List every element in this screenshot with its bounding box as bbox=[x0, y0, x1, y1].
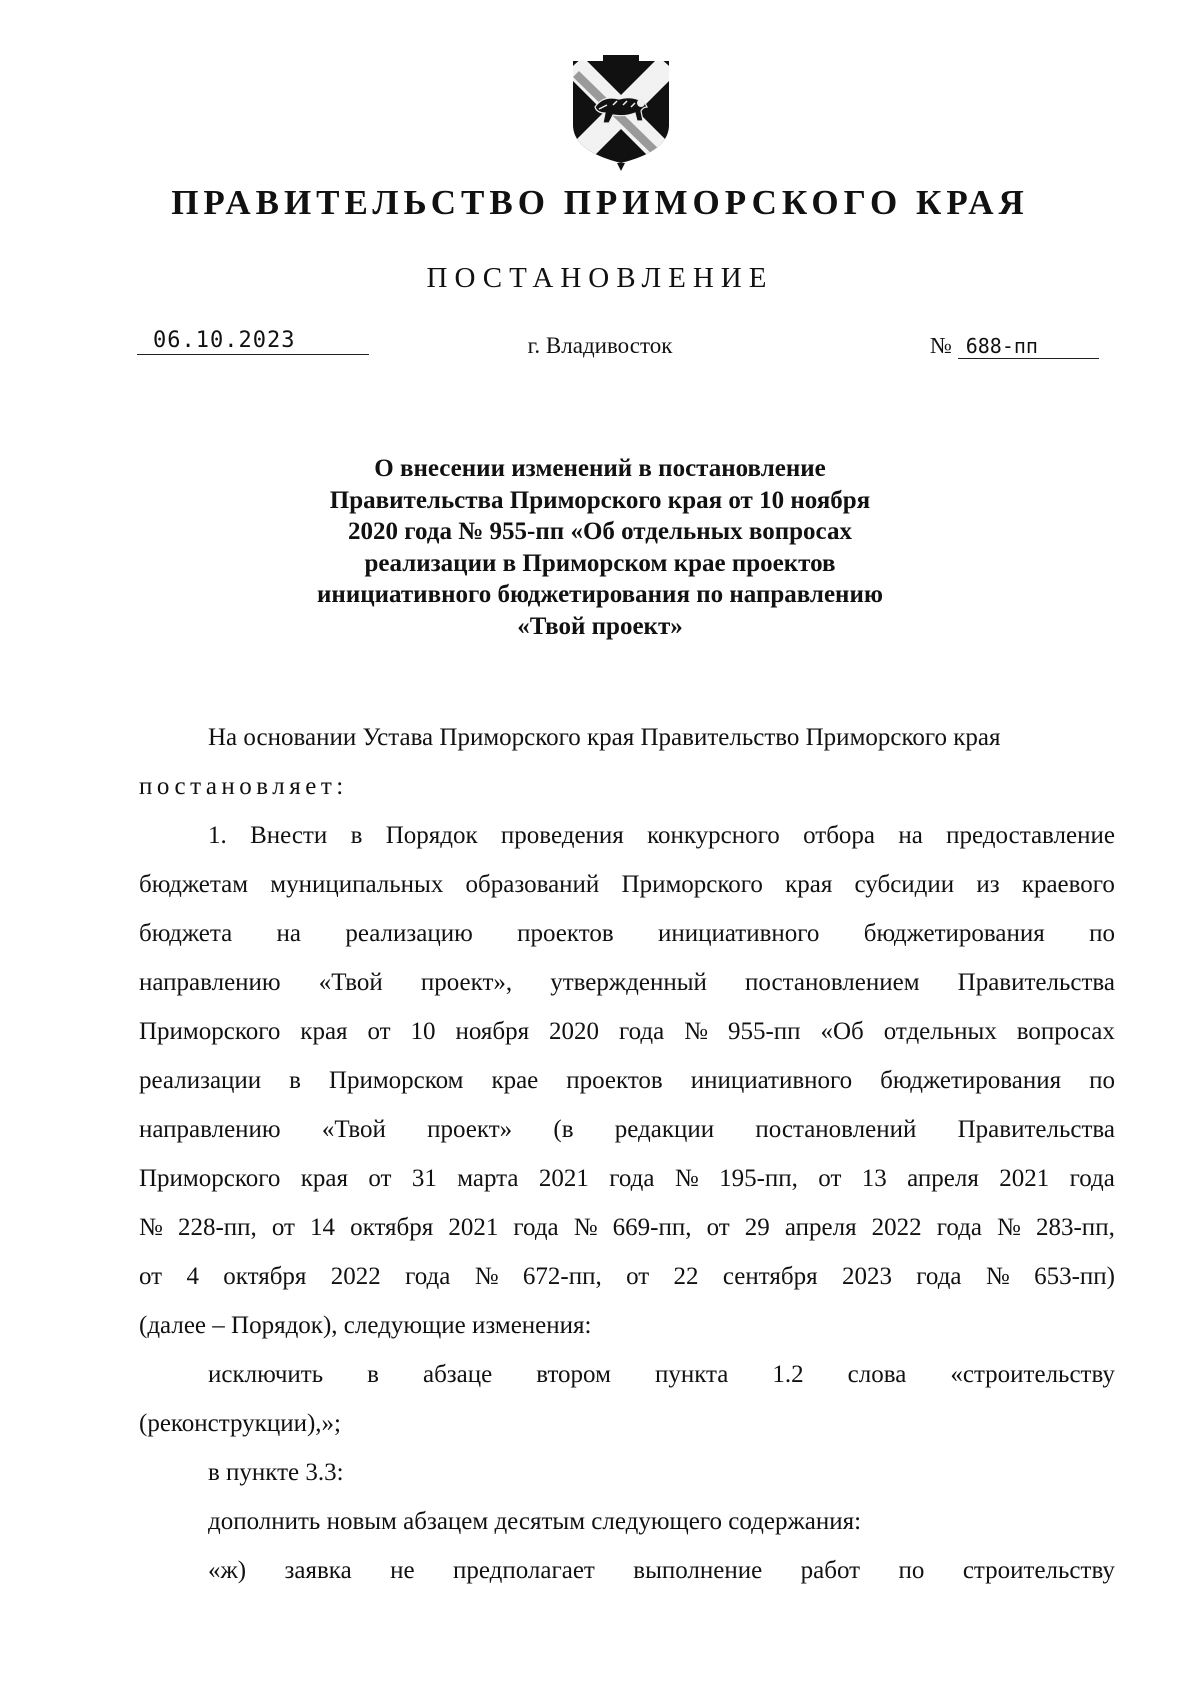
word: строительству bbox=[962, 1557, 1115, 1584]
word: 653-пп) bbox=[1034, 1263, 1115, 1290]
word: ноября bbox=[455, 1018, 530, 1045]
body-line bbox=[139, 1154, 1115, 1203]
body-line: дополнить новым абзацем десятым следующего содержания: bbox=[208, 1508, 862, 1535]
word: не bbox=[390, 1557, 415, 1584]
word: проектов bbox=[566, 1067, 663, 1094]
word: № bbox=[139, 1214, 163, 1241]
word: бюджета bbox=[139, 920, 233, 947]
body-line bbox=[139, 958, 1115, 1007]
document-subject-title bbox=[150, 453, 1050, 642]
word: конкурсного bbox=[647, 822, 780, 849]
word: № bbox=[573, 1214, 598, 1241]
word: Приморского bbox=[621, 871, 763, 898]
word: года bbox=[609, 1165, 655, 1192]
word: постановлений bbox=[755, 1116, 917, 1143]
word: Порядок bbox=[385, 822, 478, 849]
word: апреля bbox=[907, 1165, 979, 1192]
word: 228-пп, bbox=[177, 1214, 257, 1241]
word: от bbox=[818, 1165, 842, 1192]
document-body bbox=[139, 713, 1115, 1595]
word: «строительству bbox=[950, 1361, 1115, 1388]
title-line: Правительства Приморского края от 10 ноября bbox=[329, 486, 871, 514]
word: в bbox=[289, 1067, 301, 1094]
word: по bbox=[898, 1557, 925, 1584]
word: 2022 bbox=[871, 1214, 922, 1241]
word: 2020 bbox=[549, 1018, 600, 1045]
body-line bbox=[139, 811, 1115, 860]
word: 13 bbox=[861, 1165, 887, 1192]
word: на bbox=[898, 822, 923, 849]
body-line bbox=[139, 860, 1115, 909]
word: реализации bbox=[139, 1067, 262, 1094]
word: года bbox=[1069, 1165, 1115, 1192]
word: от bbox=[139, 1263, 163, 1290]
word: субсидии bbox=[854, 871, 955, 898]
word: Приморском bbox=[328, 1067, 464, 1094]
word: реализацию bbox=[345, 920, 473, 947]
word: утвержденный bbox=[550, 969, 707, 996]
body-line bbox=[139, 1007, 1115, 1056]
word: «Об bbox=[820, 1018, 864, 1045]
word: 1.2 bbox=[772, 1361, 804, 1388]
word: года bbox=[618, 1018, 665, 1045]
word: инициативного bbox=[690, 1067, 853, 1094]
word: 2022 bbox=[330, 1263, 381, 1290]
word: (в bbox=[553, 1116, 574, 1143]
word: апреля bbox=[784, 1214, 857, 1241]
word: предоставление bbox=[946, 822, 1115, 849]
body-line bbox=[139, 1252, 1115, 1301]
word: года bbox=[405, 1263, 451, 1290]
word: по bbox=[1089, 920, 1115, 947]
word: выполнение bbox=[633, 1557, 763, 1584]
word: на bbox=[276, 920, 302, 947]
word: образований bbox=[465, 871, 600, 898]
title-line: «Твой проект» bbox=[517, 612, 683, 640]
word: по bbox=[1089, 1067, 1115, 1094]
word: бюджетирования bbox=[863, 920, 1045, 947]
word: Правительства bbox=[957, 969, 1115, 996]
word: 14 bbox=[310, 1214, 336, 1241]
body-line: На основании Устава Приморского края Правительство Приморского края bbox=[208, 724, 1001, 751]
word: в bbox=[350, 822, 363, 849]
word: втором bbox=[536, 1361, 611, 1388]
word: абзаце bbox=[422, 1361, 493, 1388]
word: марта bbox=[457, 1165, 519, 1192]
word: 2021 bbox=[999, 1165, 1050, 1192]
word: Приморского bbox=[139, 1165, 281, 1192]
number-label: № bbox=[930, 333, 952, 358]
document-number bbox=[930, 333, 1105, 359]
title-line: реализации в Приморском крае проектов bbox=[364, 549, 836, 577]
word: № bbox=[474, 1263, 499, 1290]
title-line: инициативного бюджетирования по направлению bbox=[317, 581, 883, 608]
word: проект», bbox=[420, 969, 513, 996]
word: работ bbox=[800, 1557, 861, 1584]
body-line: в пункте 3.3: bbox=[208, 1459, 344, 1486]
word: крае bbox=[491, 1067, 539, 1094]
word: 1. bbox=[208, 822, 227, 849]
word: пункта bbox=[654, 1361, 729, 1388]
word: редакции bbox=[614, 1116, 715, 1143]
body-line bbox=[139, 909, 1115, 958]
word: от bbox=[271, 1214, 295, 1241]
word: № bbox=[985, 1263, 1010, 1290]
word: № bbox=[684, 1018, 708, 1045]
word: октября bbox=[223, 1263, 307, 1290]
word: края bbox=[300, 1165, 348, 1192]
word: проектов bbox=[517, 920, 614, 947]
word: 2021 bbox=[448, 1214, 499, 1241]
word: октября bbox=[350, 1214, 434, 1241]
word: от bbox=[367, 1018, 391, 1045]
word: «Твой bbox=[318, 969, 383, 996]
body-line bbox=[139, 1203, 1115, 1252]
word: 955-пп bbox=[727, 1018, 801, 1045]
word: 31 bbox=[411, 1165, 437, 1192]
word: 2021 bbox=[538, 1165, 589, 1192]
word: «ж) bbox=[208, 1557, 247, 1584]
word: отдельных bbox=[883, 1018, 997, 1045]
word: года bbox=[936, 1214, 982, 1241]
word: 2023 bbox=[841, 1263, 892, 1290]
word: инициативного bbox=[657, 920, 820, 947]
word: края bbox=[300, 1018, 348, 1045]
word: слова bbox=[847, 1361, 907, 1388]
coat-of-arms-emblem bbox=[569, 55, 673, 171]
document-city: г. Владивосток bbox=[527, 333, 673, 358]
word: в bbox=[367, 1361, 379, 1388]
word: 10 bbox=[410, 1018, 436, 1045]
word: Правительства bbox=[957, 1116, 1115, 1143]
body-line: (реконструкции),»; bbox=[139, 1410, 341, 1437]
word: предполагает bbox=[453, 1557, 595, 1584]
word: Приморского bbox=[139, 1018, 281, 1045]
word: года bbox=[513, 1214, 559, 1241]
word: от bbox=[368, 1165, 392, 1192]
body-line bbox=[139, 1056, 1115, 1105]
word: года bbox=[916, 1263, 962, 1290]
organization-title: ПРАВИТЕЛЬСТВО ПРИМОРСКОГО КРАЯ bbox=[171, 183, 1029, 222]
body-line-resolves: постановляет: bbox=[139, 773, 348, 800]
word: «Твой bbox=[321, 1116, 386, 1143]
word: № bbox=[997, 1214, 1021, 1241]
body-line bbox=[139, 1105, 1115, 1154]
word: от bbox=[626, 1263, 650, 1290]
word: бюджетирования bbox=[880, 1067, 1062, 1094]
word: проект» bbox=[427, 1116, 513, 1143]
document-type: ПОСТАНОВЛЕНИЕ bbox=[426, 262, 774, 294]
body-line: (далее – Порядок), следующие изменения: bbox=[139, 1312, 592, 1339]
word: направлению bbox=[139, 969, 281, 996]
word: бюджетам bbox=[139, 871, 249, 898]
body-line bbox=[139, 1350, 1115, 1399]
word: краевого bbox=[1021, 871, 1115, 898]
document-date: 06.10.2023 bbox=[137, 328, 369, 355]
word: постановлением bbox=[745, 969, 920, 996]
word: 283-пп, bbox=[1035, 1214, 1115, 1241]
word: исключить bbox=[208, 1361, 324, 1388]
word: № bbox=[674, 1165, 699, 1192]
word: 672-пп, bbox=[522, 1263, 602, 1290]
word: края bbox=[785, 871, 833, 898]
body-line bbox=[139, 1546, 1115, 1595]
word: от bbox=[706, 1214, 730, 1241]
word: Внести bbox=[250, 822, 328, 849]
number-value: 688-пп bbox=[958, 334, 1099, 359]
word: направлению bbox=[139, 1116, 281, 1143]
word: из bbox=[976, 871, 1000, 898]
word: сентября bbox=[722, 1263, 818, 1290]
word: 22 bbox=[673, 1263, 699, 1290]
word: отбора bbox=[803, 822, 876, 849]
title-line: О внесении изменений в постановление bbox=[374, 455, 826, 482]
word: 29 bbox=[744, 1214, 770, 1241]
word: 669-пп, bbox=[612, 1214, 692, 1241]
word: заявка bbox=[284, 1557, 352, 1584]
word: вопросах bbox=[1016, 1018, 1115, 1045]
word: 4 bbox=[186, 1263, 199, 1290]
word: 195-пп, bbox=[719, 1165, 798, 1192]
word: проведения bbox=[500, 822, 624, 849]
title-line: 2020 года № 955-пп «Об отдельных вопросах bbox=[348, 518, 852, 545]
word: муниципальных bbox=[270, 871, 444, 898]
